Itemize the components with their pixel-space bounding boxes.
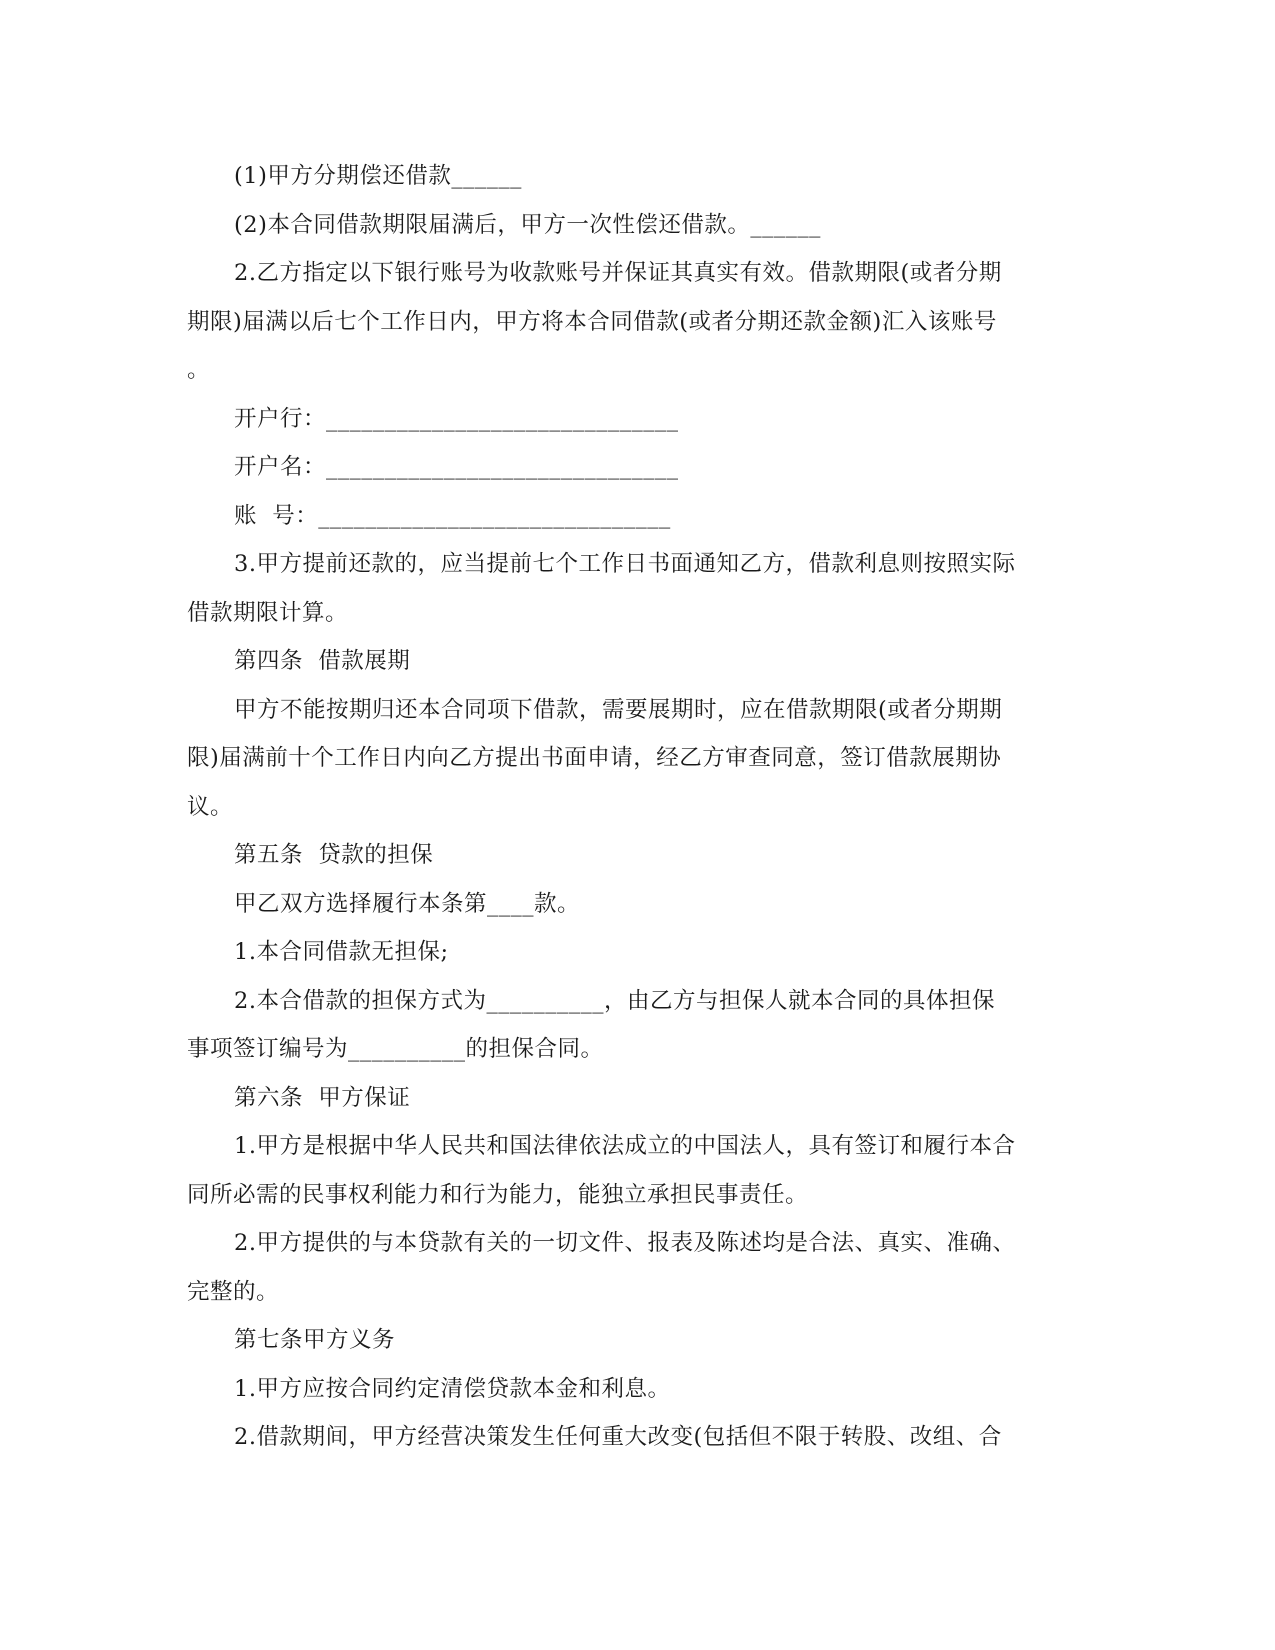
clause-line: 1.甲方是根据中华人民共和国法律依法成立的中国法人，具有签订和履行本合 — [234, 1133, 1016, 1159]
article-heading: 第七条甲方义务 — [234, 1327, 396, 1353]
document-body — [187, 152, 1067, 1462]
clause-line: 。 — [187, 357, 211, 383]
clause-line: 议。 — [187, 793, 234, 820]
clause-line: 甲方不能按期归还本合同项下借款，需要展期时，应在借款期限(或者分期期 — [234, 696, 1003, 723]
bank-name-field: 开户行：______________________________ — [234, 405, 679, 432]
clause-line: 1.本合同借款无担保; — [234, 939, 449, 965]
clause-line: 2.乙方指定以下银行账号为收款账号并保证其真实有效。借款期限(或者分期 — [234, 260, 1002, 286]
clause-line: 事项签订编号为__________的担保合同。 — [187, 1036, 604, 1062]
article-heading: 第六条 甲方保证 — [234, 1084, 411, 1111]
clause-line: 1.甲方应按合同约定清偿贷款本金和利息。 — [234, 1375, 671, 1402]
clause-line: 同所必需的民事权利能力和行为能力，能独立承担民事责任。 — [187, 1181, 809, 1208]
clause-line: 借款期限计算。 — [187, 599, 349, 626]
clause-line: 3.甲方提前还款的，应当提前七个工作日书面通知乙方，借款利息则按照实际 — [234, 551, 1016, 577]
clause-line: 甲乙双方选择履行本条第____款。 — [234, 890, 581, 917]
clause-line: 2.本合借款的担保方式为__________，由乙方与担保人就本合同的具体担保 — [234, 987, 995, 1014]
clause-line: 2.借款期间，甲方经营决策发生任何重大改变(包括但不限于转股、改组、合 — [234, 1424, 1002, 1450]
clause-line: 2.甲方提供的与本贷款有关的一切文件、报表及陈述均是合法、真实、准确、 — [234, 1230, 1016, 1256]
clause-line: (1)甲方分期偿还借款______ — [234, 163, 522, 189]
clause-line: (2)本合同借款期限届满后，甲方一次性偿还借款。______ — [234, 211, 821, 238]
account-number-field: 账 号：______________________________ — [234, 502, 671, 529]
clause-line: 期限)届满以后七个工作日内，甲方将本合同借款(或者分期还款金额)汇入该账号 — [187, 308, 997, 335]
article-heading: 第四条 借款展期 — [234, 648, 411, 674]
clause-line: 完整的。 — [187, 1278, 280, 1305]
account-name-field: 开户名：______________________________ — [234, 454, 679, 480]
clause-line: 限)届满前十个工作日内向乙方提出书面申请，经乙方审查同意，签订借款展期协 — [187, 745, 1002, 771]
article-heading: 第五条 贷款的担保 — [234, 842, 434, 868]
